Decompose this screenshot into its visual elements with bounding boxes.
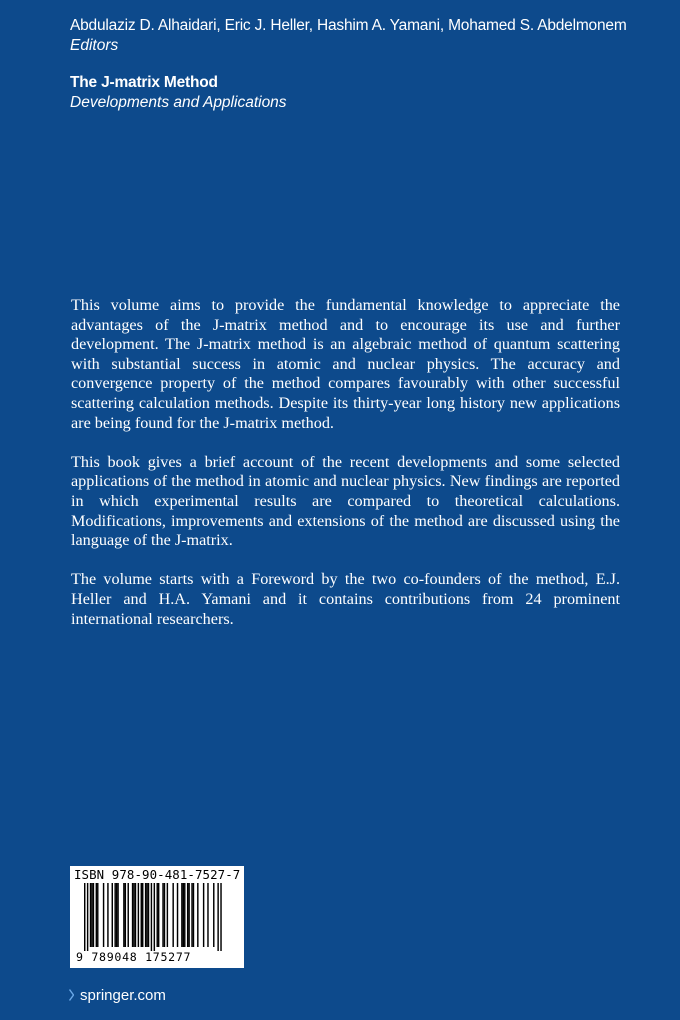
barcode-bar — [128, 883, 129, 947]
barcode-bar — [167, 883, 168, 947]
barcode-bar — [90, 883, 91, 947]
barcode-bar — [157, 883, 158, 947]
publisher-link[interactable] — [69, 986, 166, 1006]
barcode-bar — [151, 883, 152, 951]
editors-block — [70, 16, 660, 55]
barcode-bar — [203, 883, 204, 947]
barcode-bar — [183, 883, 184, 947]
barcode-bar — [154, 883, 155, 951]
barcode-bar — [191, 883, 192, 947]
barcode-bar — [107, 883, 108, 947]
barcode-bar — [164, 883, 165, 947]
barcode-digits: 9 789048 175277 — [76, 950, 192, 964]
barcode-bar — [103, 883, 104, 947]
barcode-bar — [184, 883, 185, 947]
book-title-block — [70, 73, 630, 112]
blurb — [71, 296, 620, 649]
editors-names: Abdulaziz D. Alhaidari, Eric J. Heller, Hashim A. Yamani, Mohamed S. Abdelmonem — [70, 17, 627, 34]
barcode-bar — [148, 883, 149, 947]
barcode-bar — [197, 883, 198, 947]
book-title: The J-matrix Method — [70, 74, 218, 91]
blurb-paragraph-3: The volume starts with a Foreword by the two co-founders of the method, E.J. Heller and H.A. Yamani and it contains contributions from 24 prominent international researchers. — [71, 570, 620, 628]
barcode-bar — [158, 883, 159, 947]
blurb-paragraph-2: This book gives a brief account of the recent developments and some selected applications of the method in atomic and nuclear physics. New findings are reported in which experimental results are compared to theoretical calculations. Modifications, improvements and extensions of the method are discussed using the language of the J-matrix. — [71, 452, 620, 550]
barcode-bar — [141, 883, 142, 947]
barcode-bar — [181, 883, 182, 947]
chevron-right-icon — [69, 989, 74, 1001]
barcode-bar — [125, 883, 126, 947]
editors-role: Editors — [70, 37, 119, 54]
barcode-bar — [220, 883, 221, 951]
barcode-bar — [207, 883, 208, 947]
barcode-bar — [93, 883, 94, 947]
barcode-bars — [74, 883, 240, 951]
barcode-bar — [172, 883, 173, 947]
publisher-url: springer.com — [80, 987, 166, 1004]
barcode-bar — [145, 883, 146, 947]
barcode-bar — [91, 883, 92, 947]
blurb-paragraph-1: This volume aims to provide the fundamental knowledge to appreciate the advantages of the J-matrix method and to encourage its use and further development. The J-matrix method is an algebraic method of quantum scattering with substantial success in atomic and nuclear physics. The accuracy and convergence property of the method compares favourably with other successful scattering calculation methods. Despite its thirty-year long history new applications are being found for the J-matrix method. — [71, 296, 620, 432]
barcode-bar — [132, 883, 133, 947]
barcode-bar — [213, 883, 214, 947]
barcode-bar — [217, 883, 218, 951]
barcode-bar — [146, 883, 147, 947]
barcode-bar — [162, 883, 163, 947]
barcode-bar — [187, 883, 188, 947]
isbn-barcode — [70, 866, 244, 968]
barcode-bar — [84, 883, 85, 951]
barcode-bar — [112, 883, 113, 947]
barcode-bar — [123, 883, 124, 947]
barcode-bar — [177, 883, 178, 947]
barcode-bar — [87, 883, 88, 951]
barcode-bar — [142, 883, 143, 947]
barcode-bar — [188, 883, 189, 947]
isbn-label: ISBN 978-90-481-7527-7 — [74, 867, 241, 882]
barcode-bar — [114, 883, 115, 947]
barcode-bar — [138, 883, 139, 947]
barcode-bar — [117, 883, 118, 947]
barcode-bar — [96, 883, 97, 947]
barcode-bar — [133, 883, 134, 947]
barcode-bar — [116, 883, 117, 947]
barcode-bar — [135, 883, 136, 947]
barcode-bar — [97, 883, 98, 947]
barcode-bar — [193, 883, 194, 947]
book-subtitle: Developments and Applications — [70, 94, 287, 111]
